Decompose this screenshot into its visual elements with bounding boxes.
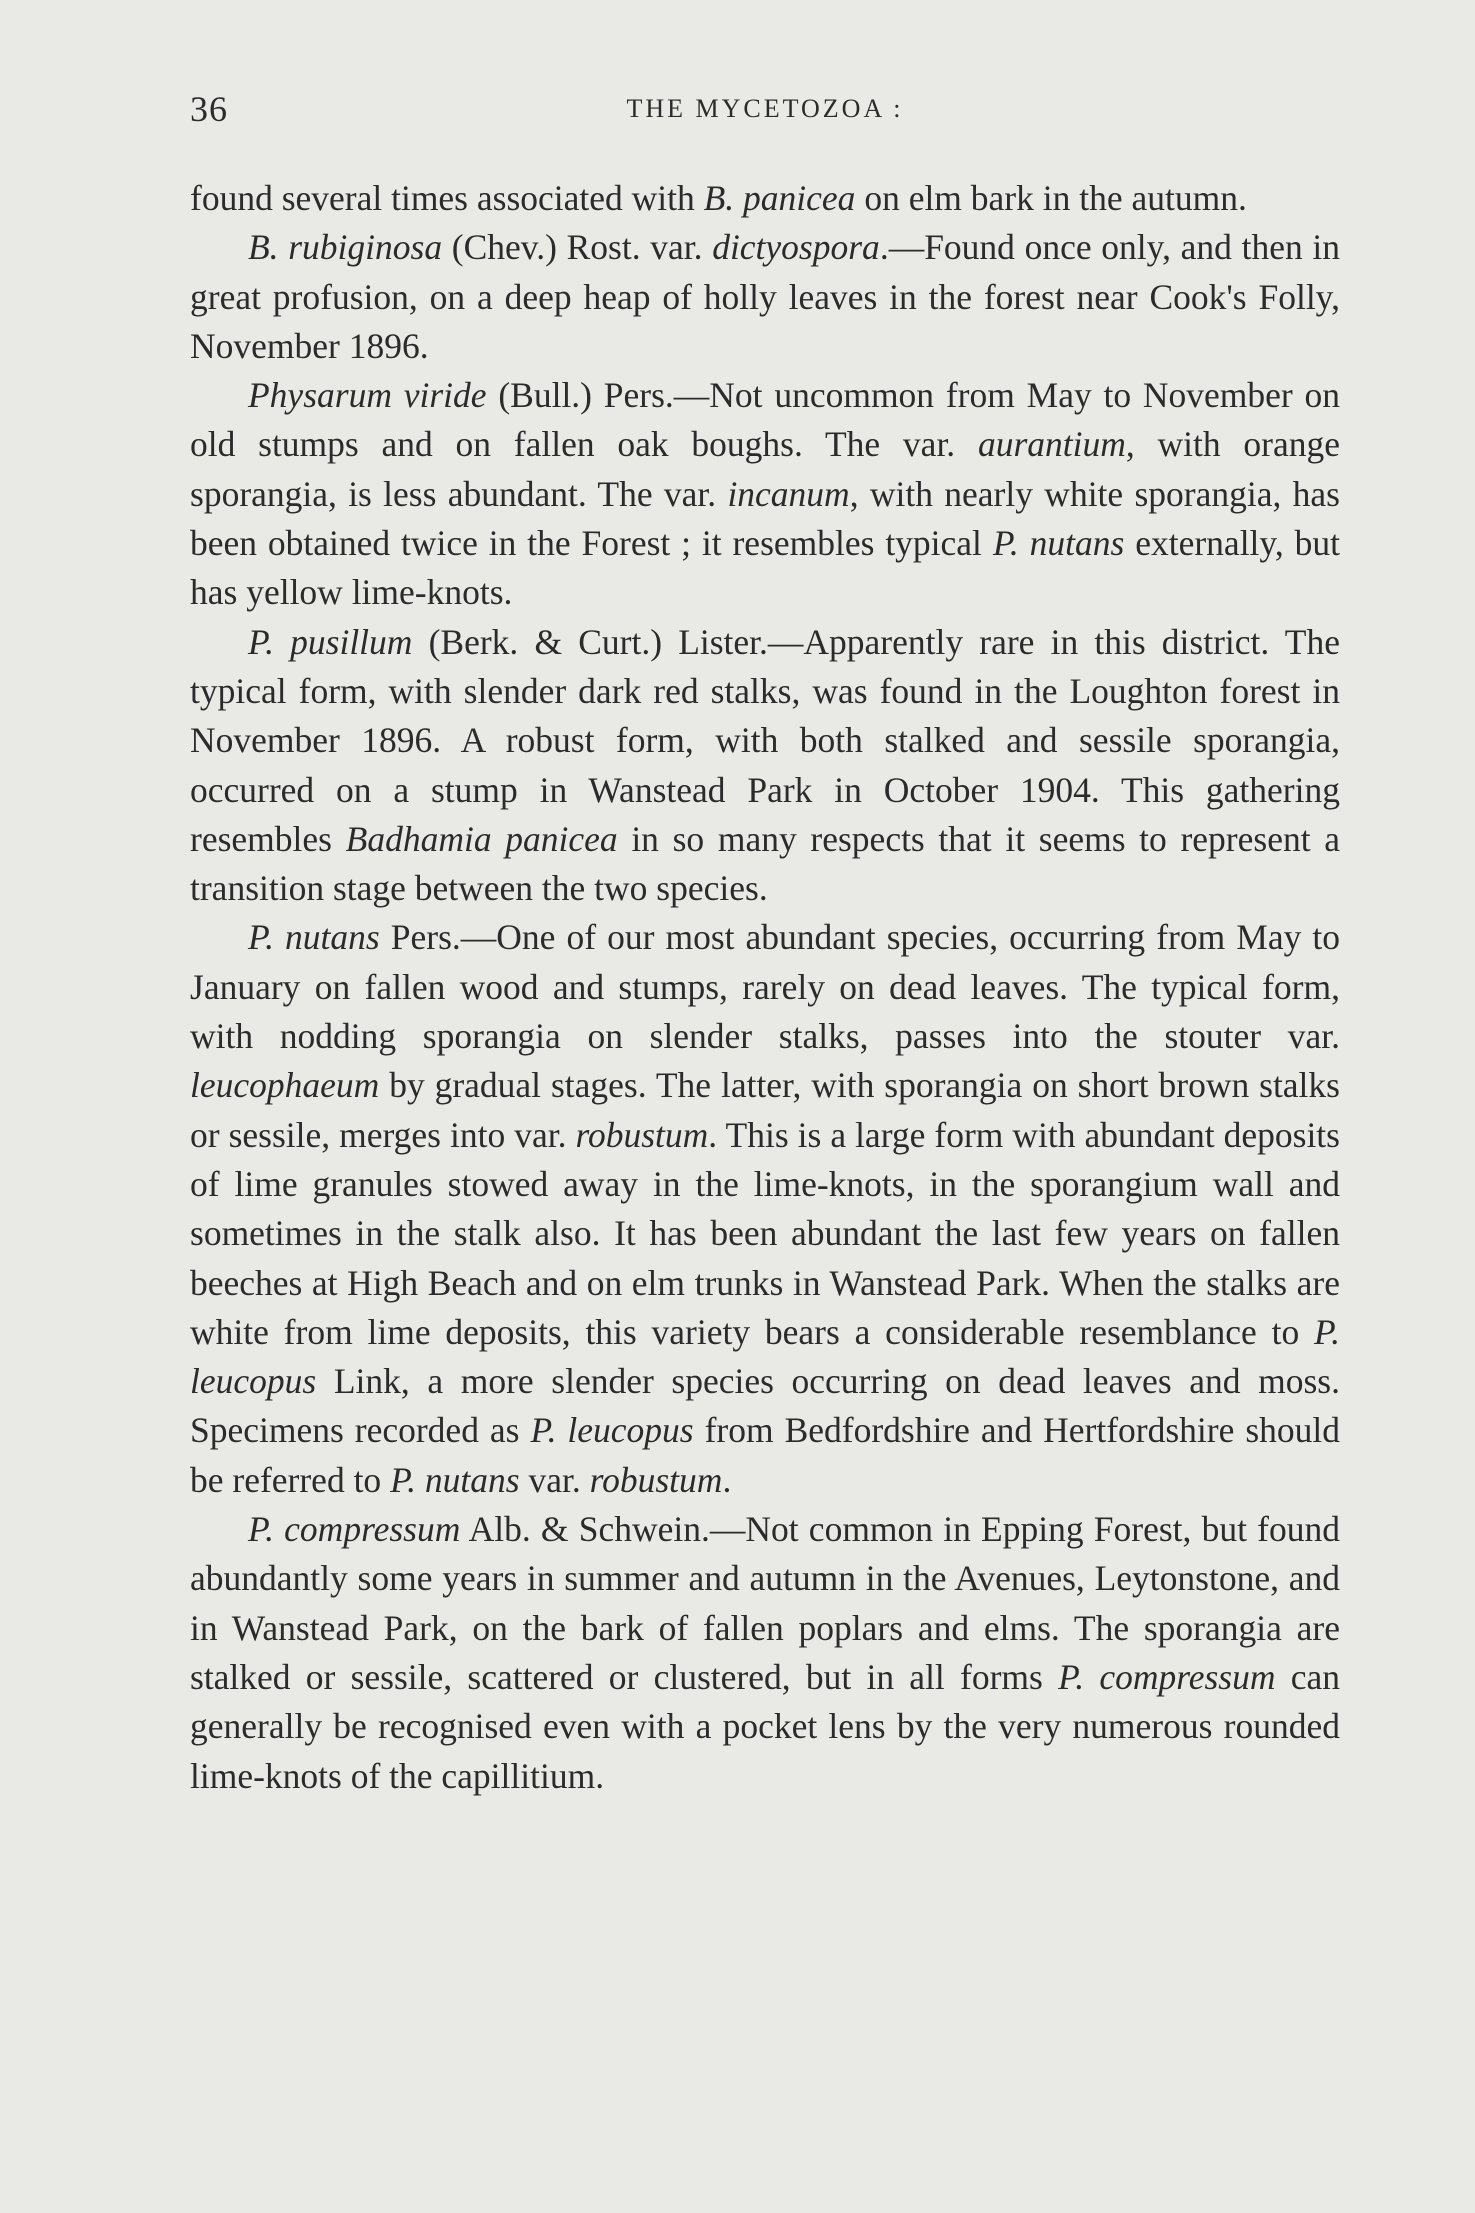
text-run: Link, a more slender species occurring on dead leaves and moss. Specimens recorded as [190,1361,1340,1451]
italic-run: aurantium [977,424,1126,465]
italic-run: dictyospora [712,227,880,268]
italic-run: P. compressum [248,1509,461,1550]
italic-run: B. panicea [703,178,856,218]
italic-run: robustum [575,1114,709,1155]
italic-run: Badhamia panicea [345,818,618,859]
italic-run: P. compressum [1058,1656,1276,1697]
paragraph [190,1505,1340,1801]
text-run: by gradual stages. The latter, with sporangia on short brown stalks or sessile, merges into var. [190,1065,1340,1155]
italic-run: Physarum viride [248,375,487,416]
running-title: THE MYCETOZOA : [626,94,904,123]
text-run: Pers.—One of our most abundant species, occurring from May to January on fallen wood and stumps, rarely on dead leaves. The typical form, with nodding sporangia on slender stalks, passes into the stouter var. [190,917,1340,1057]
text-run: (Bull.) Pers.—Not uncommon from May to November on old stumps and on fallen oak boughs. The var. [190,375,1340,465]
italic-run: P. nutans [390,1459,520,1500]
italic-run: P. pusillum [248,621,413,662]
text-run: externally, but has yellow lime-knots. [190,523,1340,613]
text-run: found several times associated with [190,178,704,218]
paragraph [190,618,1340,914]
text-run: . [722,1459,732,1500]
paragraph [190,371,1340,617]
text-run: can generally be recognised even with a pocket lens by the very numerous rounded lime-knots of the capillitium. [190,1656,1341,1796]
italic-run: P. leucopus [190,1311,1340,1402]
text-run: var. [519,1459,590,1500]
text-run: (Chev.) Rost. var. [442,227,713,268]
text-run: Alb. & Schwein.—Not common in Epping Forest, but found abundantly some years in summer and autumn in the Avenues, Leytonstone, and in Wanstead Park, on the bark of fallen poplars and elms. The sporangia are stalked or sessile, scattered or clustered, but in all forms [190,1509,1340,1697]
text-run: on elm bark in the autumn. [855,178,1247,218]
text-run: in so many respects that it seems to represent a transition stage between the two species. [190,818,1341,909]
body-text [190,174,1340,1801]
text-run: . This is a large form with abundant deposits of lime granules stowed away in the lime-knots, in the sporangium wall and sometimes in the stalk also. It has been abundant the last few years on fallen beeches at High Beach and on elm trunks in Wanstead Park. When the stalks are white from lime deposits, this variety bears a considerable resemblance to [190,1114,1340,1352]
italic-run: P. nutans [992,523,1125,564]
italic-run: P. leucopus [530,1410,694,1451]
text-run: from Bedfordshire and Hertfordshire should be referred to [190,1410,1340,1500]
text-run: , with nearly white sporangia, has been obtained twice in the Forest ; it resembles typical [190,473,1340,564]
italic-run: P. nutans [248,917,380,958]
text-run: , with orange sporangia, is less abundant. The var. [190,424,1341,514]
paragraph [190,913,1340,1505]
paragraph [190,174,1340,223]
page-header [190,88,1340,138]
text-run: .—Found once only, and then in great profusion, on a deep heap of holly leaves in the forest near Cook's Folly, November 1896. [190,227,1340,366]
text-run: (Berk. & Curt.) Lister.—Apparently rare in this district. The typical form, with slender dark red stalks, was found in the Loughton forest in November 1896. A robust form, with both stalked and sessile sporangia, occurred on a stump in Wanstead Park in October 1904. This gathering resembles [190,621,1340,859]
italic-run: B. rubiginosa [248,227,443,268]
paragraph [190,223,1340,371]
page-number: 36 [190,89,228,129]
italic-run: incanum [727,473,850,514]
italic-run: robustum [589,1459,723,1500]
italic-run: leucophaeum [190,1065,380,1106]
